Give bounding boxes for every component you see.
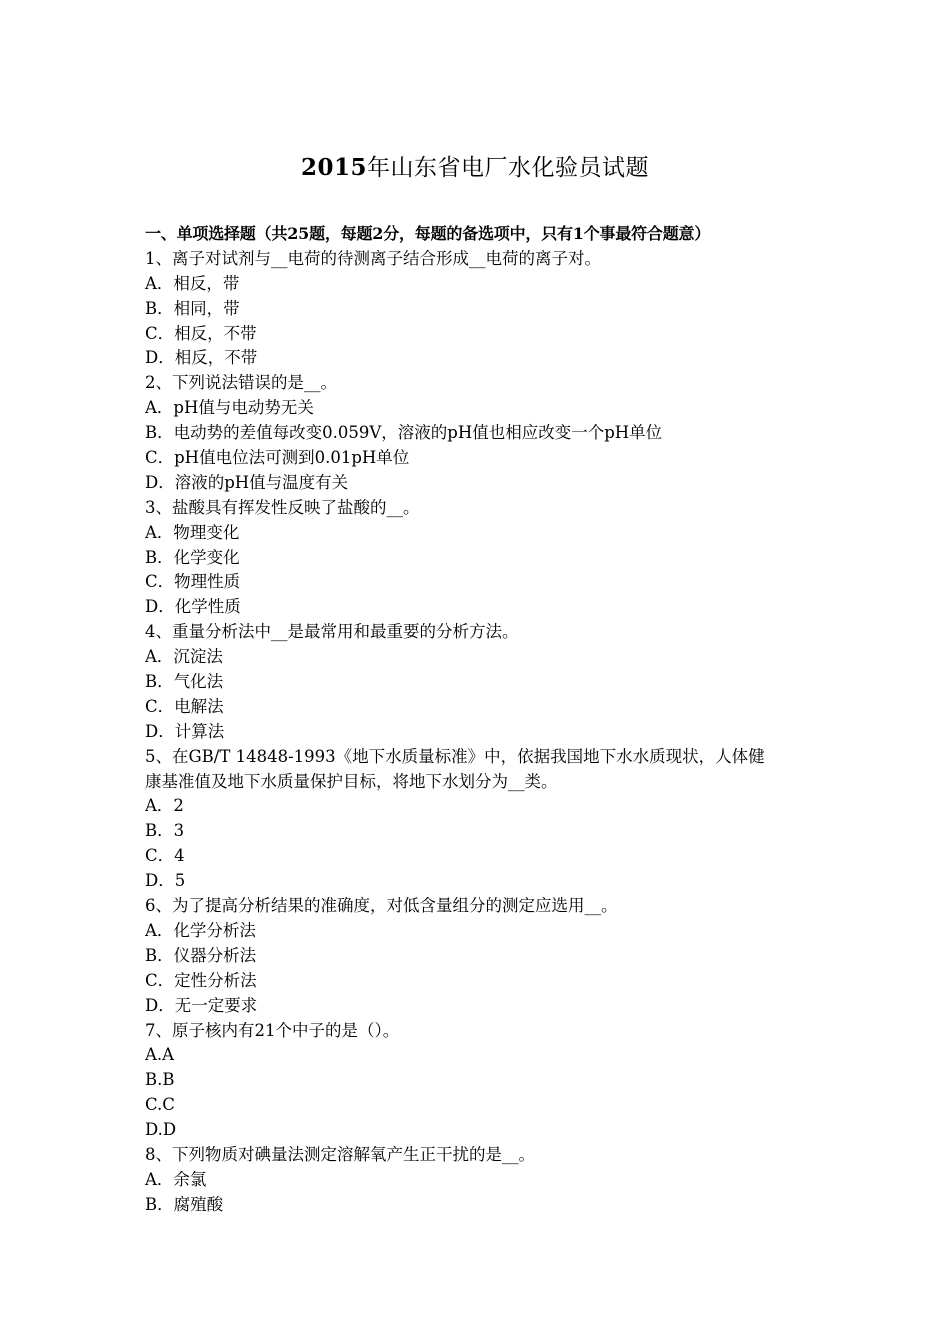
option-d: D．化学性质 [145,597,241,617]
question-stem: 1、离子对试剂与__电荷的待测离子结合形成__电荷的离子对。 [145,248,601,268]
option-d: D．5 [145,871,186,891]
option-a: A.A [145,1045,175,1065]
option-c: C．相反，不带 [145,323,257,343]
option-d: D.D [145,1120,177,1140]
option-c: C．pH值电位法可测到0.01pH单位 [145,448,410,468]
option-b: B．仪器分析法 [145,945,257,965]
option-b: B．相同，带 [145,298,240,318]
option-b: B.B [145,1070,175,1090]
option-c: C．电解法 [145,696,224,716]
option-b: B．3 [145,821,185,841]
question-stem: 2、下列说法错误的是__。 [145,373,337,393]
title-year: 2015 [300,154,367,181]
question-stem: 7、原子核内有21个中子的是（）。 [145,1020,400,1040]
document-body [145,222,815,1218]
option-b: B．腐殖酸 [145,1194,224,1214]
option-d: D．无一定要求 [145,995,258,1015]
title-text: 年山东省电厂水化验员试题 [367,155,649,181]
section-heading: 一、单项选择题（共25题，每题2分，每题的备选项中，只有1个事最符合题意） [145,224,711,243]
question-stem: 3、盐酸具有挥发性反映了盐酸的__。 [145,497,420,517]
option-a: A．pH值与电动势无关 [145,398,314,418]
option-a: A．相反，带 [145,273,240,293]
question-3 [145,496,815,620]
option-c: C．4 [145,846,185,866]
question-4 [145,620,815,744]
question-stem: 8、下列物质对碘量法测定溶解氧产生正干扰的是__。 [145,1144,535,1164]
question-7 [145,1019,815,1143]
question-stem: 4、重量分析法中__是最常用和最重要的分析方法。 [145,622,519,642]
option-d: D．计算法 [145,721,225,741]
question-stem: 6、为了提高分析结果的准确度，对低含量组分的测定应选用__。 [145,896,618,916]
question-stem-continued: 康基准值及地下水质量保护目标，将地下水划分为__类。 [145,771,558,791]
option-b: B．气化法 [145,672,224,692]
option-a: A．化学分析法 [145,920,256,940]
question-1 [145,247,815,371]
option-c: C．物理性质 [145,572,241,592]
question-8 [145,1143,815,1218]
option-d: D．溶液的pH值与温度有关 [145,472,349,492]
option-a: A．沉淀法 [145,647,223,667]
option-d: D．相反，不带 [145,348,258,368]
option-b: B．化学变化 [145,547,240,567]
option-c: C．定性分析法 [145,970,257,990]
option-a: A．物理变化 [145,522,240,542]
question-6 [145,894,815,1018]
question-5 [145,745,815,894]
document-title [0,150,950,186]
option-c: C.C [145,1095,175,1115]
question-stem: 5、在GB/T 14848-1993《地下水质量标准》中，依据我国地下水水质现状，人体健 [145,746,765,766]
option-b: B．电动势的差值每改变0.059V，溶液的pH值也相应改变一个pH单位 [145,423,663,443]
question-2 [145,371,815,495]
option-a: A．2 [145,796,184,816]
option-a: A．余氯 [145,1169,207,1189]
